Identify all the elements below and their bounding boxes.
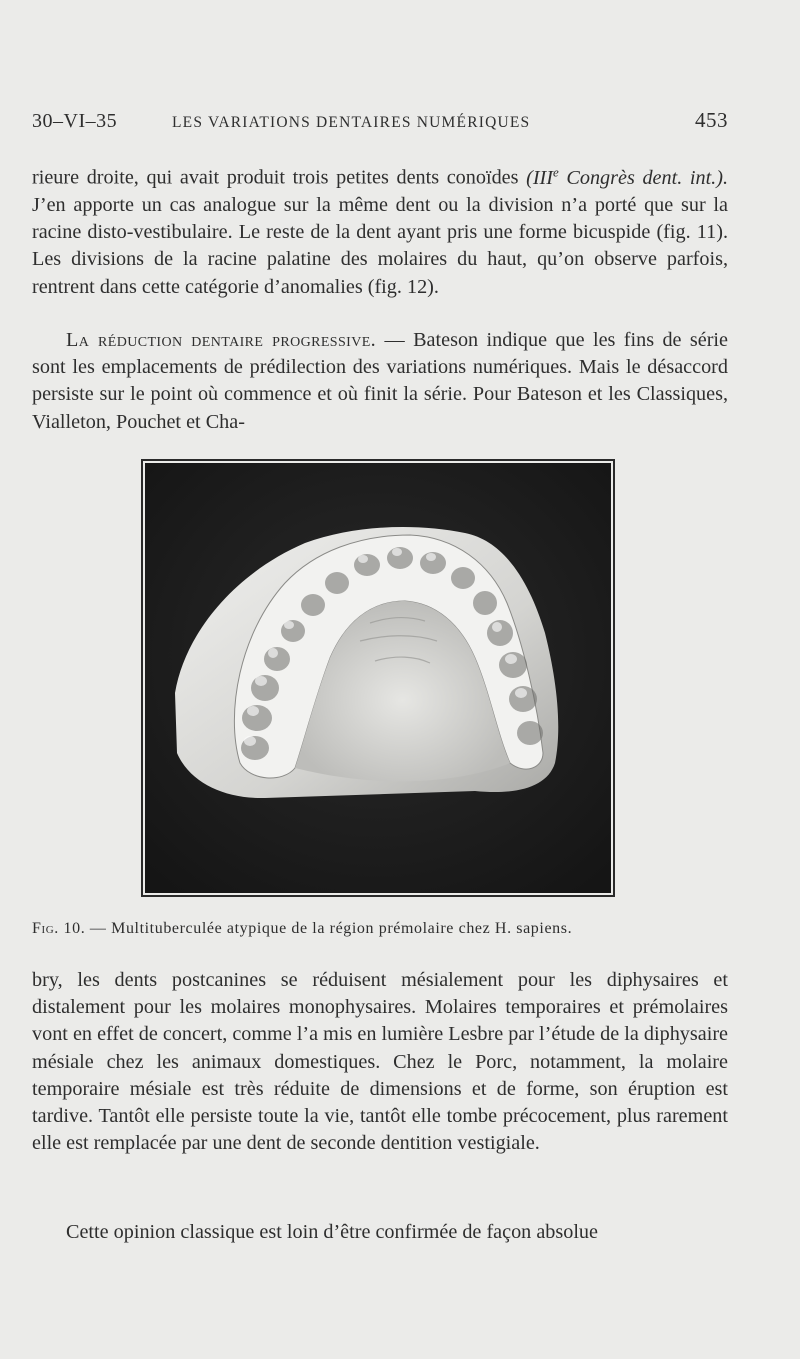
paragraph-after-figure: bry, les dents postcanines se réduisent mésialement pour les diphysaires et distalement pour les molaires monophysaires. Molaires temporaires et prémolaires vont en effet de concert, comme l’a mis en lumière Lesbre par l’étude de la diphysaire mésiale chez les animaux domestiques. Chez le Porc, notamment, la molaire temporaire mésiale est très réduite de dimensions et de forme, son éruption est tardive. Tantôt elle persiste toute la vie, tantôt elle tombe précocement, plus rarement elle est remplacée par une dent de seconde dentition vestigiale. — [32, 969, 728, 1155]
paragraph-continuation — [32, 158, 728, 301]
dental-cast-image — [145, 463, 611, 893]
citation-part: Congrès dent. int.). — [558, 166, 728, 189]
figure-photograph — [141, 459, 615, 897]
figure-caption — [32, 920, 728, 938]
paragraph-reduction — [32, 327, 728, 436]
running-title: LES VARIATIONS DENTAIRES NUMÉRIQUES — [172, 114, 531, 131]
citation — [526, 164, 728, 189]
header-date: 30–VI–35 — [32, 110, 118, 132]
paragraph-final: Cette opinion classique est loin d’être confirmée de façon absolue — [66, 1221, 598, 1243]
citation-superscript: e — [553, 164, 559, 179]
caption-text: — Multituberculée atypique de la région prémolaire chez H. sapiens. — [85, 920, 573, 937]
paragraph-text: J’en apporte un cas analogue sur la même dent ou la division n’a porté que sur la racine disto-vestibulaire. Le reste de la dent ayant pris une forme bicuspide (fig. 11). Les divisions de la racine palatine des molaires du haut, qu’on observe parfois, rentrent dans cette catégorie d’anomalies (fig. 12). — [32, 193, 728, 298]
paragraph-text: — Bateson indique que les fins de série sont les emplacements de prédilection des variations numériques. Mais le désaccord persiste sur le point où commence et où finit la série. Pour Bateson et les Classiques, Vialleton, Pouchet et Cha- — [32, 329, 729, 433]
section-heading: La réduction dentaire progressive. — [66, 329, 377, 351]
page-number: 453 — [695, 108, 728, 132]
citation-part: (III — [526, 166, 553, 189]
figure-label: Fig. 10. — [32, 920, 86, 937]
paragraph-text: rieure droite, qui avait produit trois petites dents conoïdes — [32, 166, 527, 189]
running-header — [32, 108, 728, 142]
